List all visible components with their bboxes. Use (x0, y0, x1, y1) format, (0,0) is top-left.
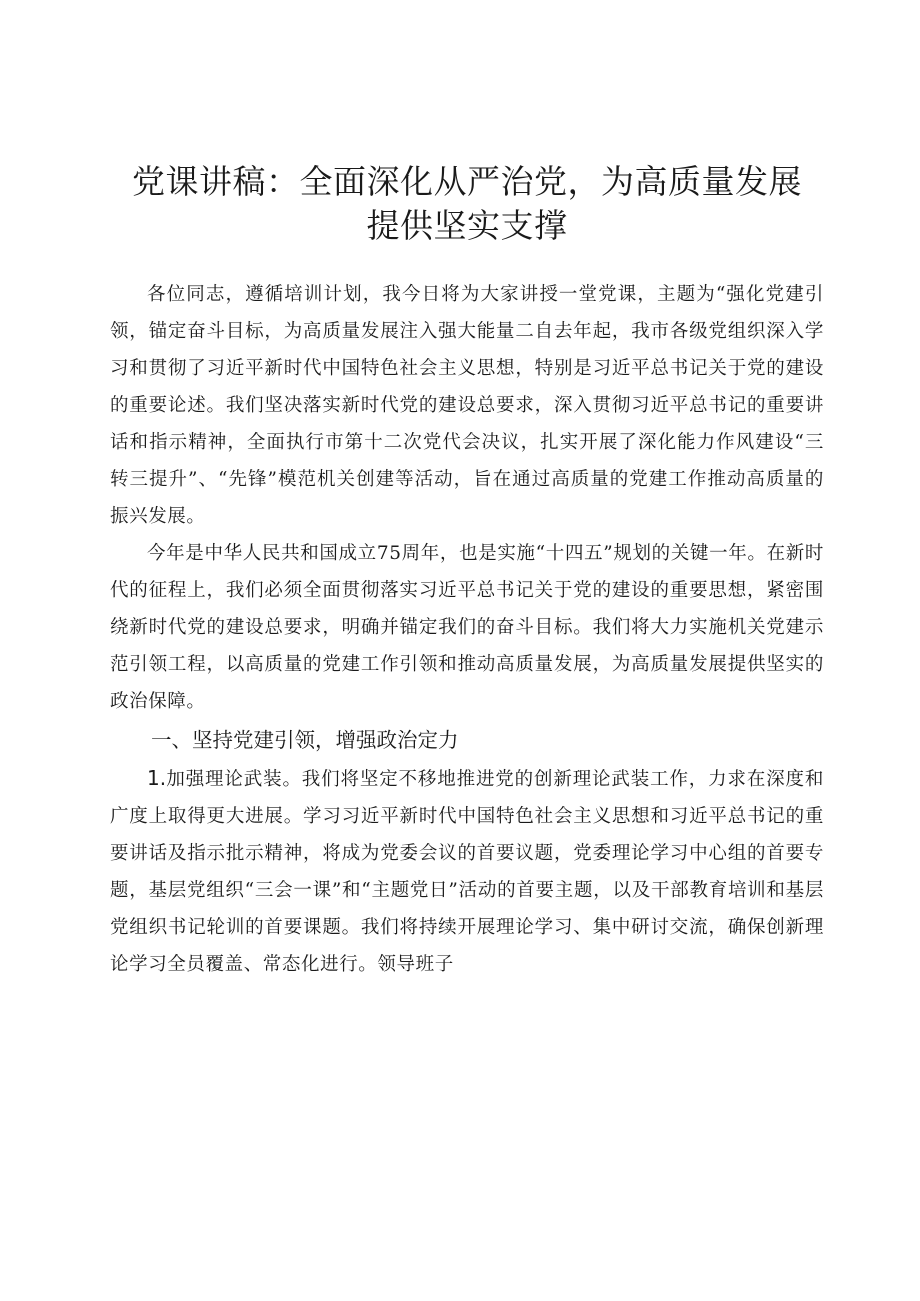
paragraph-2: 今年是中华人民共和国成立75周年，也是实施“十四五”规划的关键一年。在新时代的征程上，我们必须全面贯彻落实习近平总书记关于党的建设的重要思想，紧密围绕新时代党的建设总要求，明确并锚定我们的奋斗目标。我们将大力实施机关党建示范引领工程，以高质量的党建工作引领和推动高质量发展，为高质量发展提供坚实的政治保障。 (110, 543, 824, 712)
document-title (110, 160, 824, 248)
paragraph-1: 各位同志，遵循培训计划，我今日将为大家讲授一堂党课，主题为“强化党建引领，锚定奋斗目标，为高质量发展注入强大能量二自去年起，我市各级党组织深入学习和贯彻了习近平新时代中国特色社会主义思想，特别是习近平总书记关于党的建设的重要论述。我们坚决落实新时代党的建设总要求，深入贯彻习近平总书记的重要讲话和指示精神，全面执行市第十二次党代会决议，扎实开展了深化能力作风建设“三转三提升”、“先锋”模范机关创建等活动，旨在通过高质量的党建工作推动高质量的振兴发展。 (110, 284, 824, 527)
item-text: 加强理论武装。我们将坚定不移地推进党的创新理论武装工作，力求在深度和广度上取得更大进展。学习习近平新时代中国特色社会主义思想和习近平总书记的重要讲话及指示批示精神，将成为党委会议的首要议题，党委理论学习中心组的首要专题，基层党组织“三会一课”和“主题党日”活动的首要主题，以及干部教育培训和基层党组织书记轮训的首要课题。我们将持续开展理论学习、集中研讨交流，确保创新理论学习全员覆盖、常态化进行。领导班子 (110, 769, 824, 975)
item-number: 1. (147, 766, 167, 790)
title-line-1: 党课讲稿：全面深化从严治党，为高质量发展 (132, 162, 802, 201)
title-line-2: 提供坚实支撑 (366, 206, 568, 245)
section-heading-1: 一、坚持党建引领，增强政治定力 (151, 728, 459, 752)
paragraph-item-1 (110, 760, 824, 983)
